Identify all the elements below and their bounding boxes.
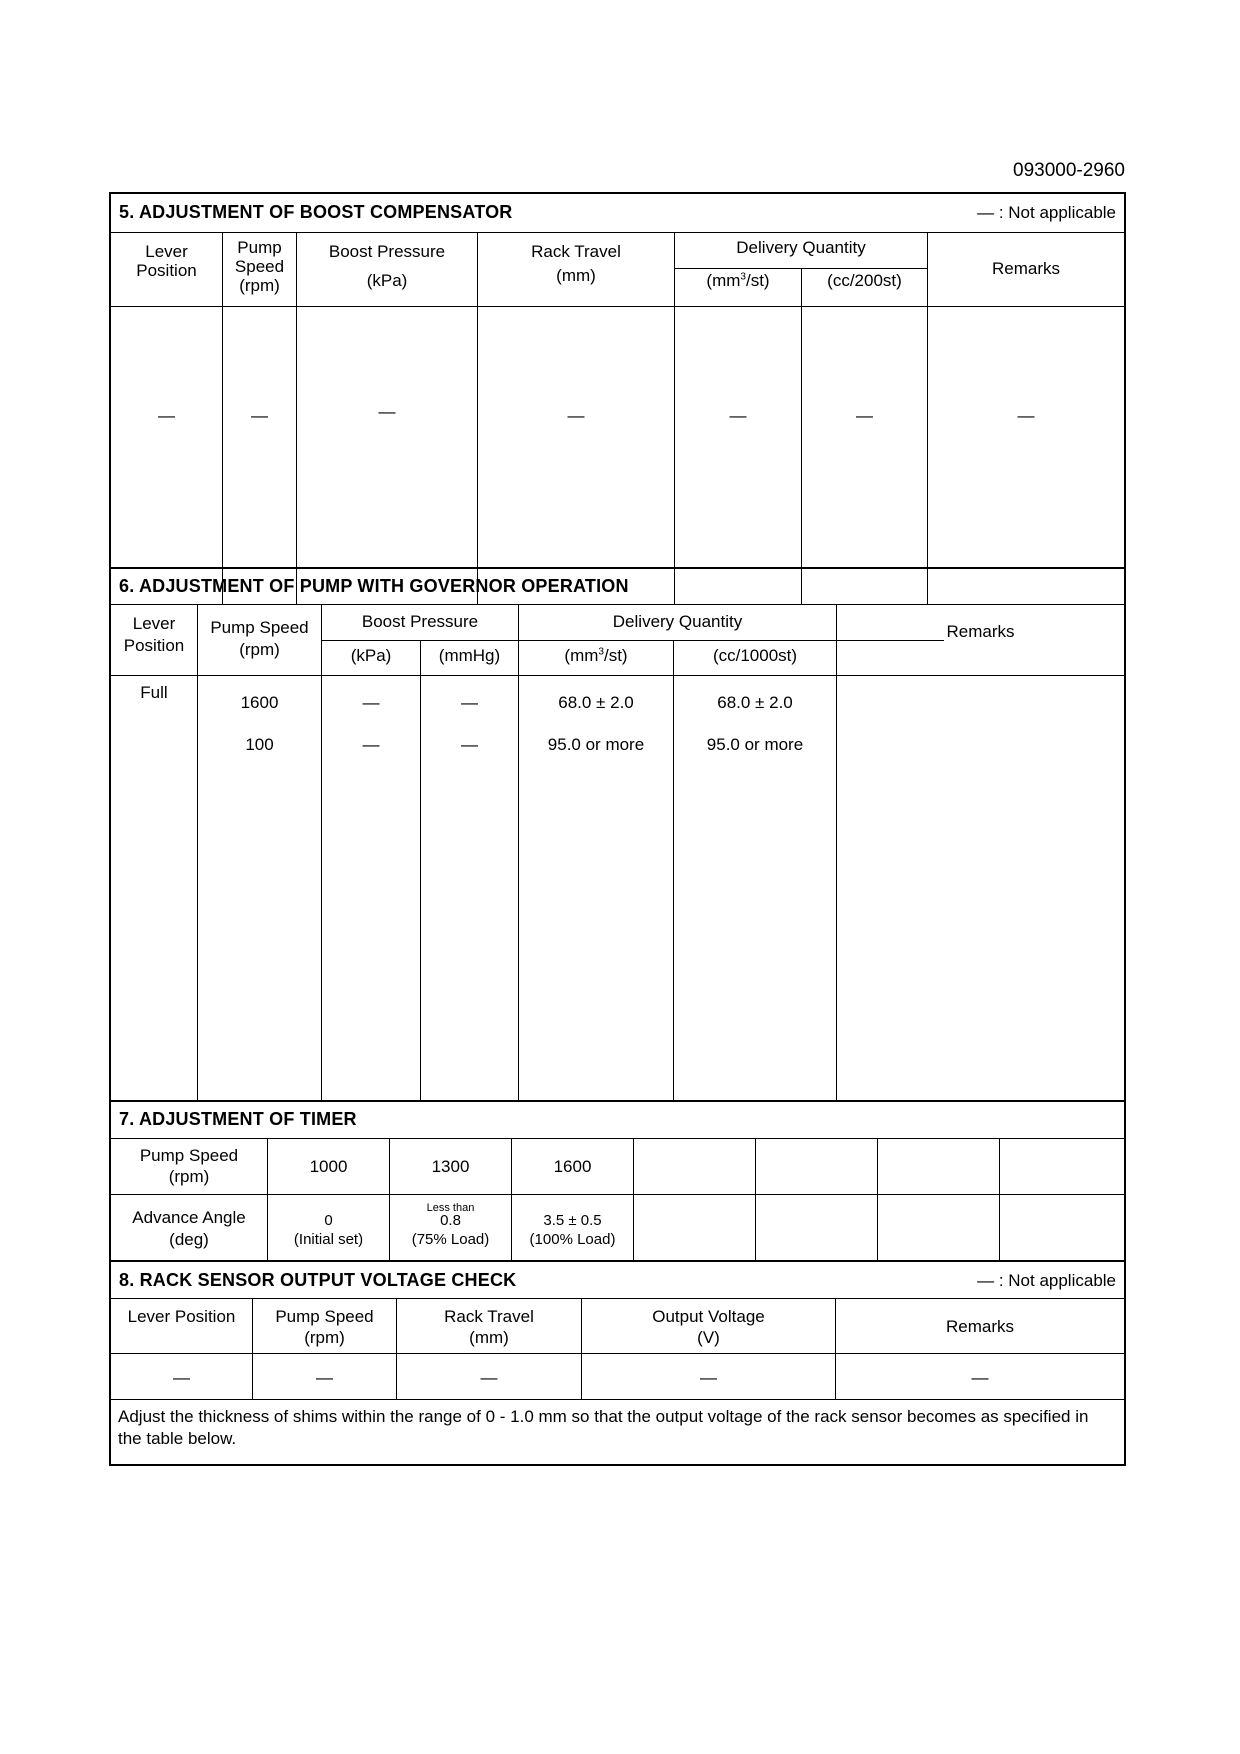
s5-title-divider: [111, 232, 1124, 233]
s7-speed-1000: 1000: [309, 1157, 348, 1176]
s8-h-volt-2: (V): [697, 1328, 720, 1347]
s6-title-divider: [111, 604, 1124, 605]
s5-col-divider: [801, 268, 802, 604]
s6-h-delivery: Delivery Quantity: [612, 612, 743, 631]
s7-h-speed-2: (rpm): [168, 1167, 210, 1186]
s8-pump-value: —: [316, 1368, 333, 1387]
s5-h-lever-1: Lever: [145, 242, 188, 261]
s8-h-pump-2: (rpm): [304, 1328, 345, 1347]
s5-rack-value: —: [567, 406, 585, 425]
s8-h-volt-1: Output Voltage: [652, 1307, 765, 1326]
s8-remarks-value: —: [971, 1368, 989, 1387]
s7-title: 7. ADJUSTMENT OF TIMER: [119, 1109, 357, 1129]
s7-speed-1600: 1600: [553, 1157, 592, 1176]
s8-note: Adjust the thickness of shims within the range of 0 - 1.0 mm so that the output voltage of the rack sensor becomes as specified in the table below.: [118, 1407, 1089, 1448]
s6-row2-mmhg: —: [461, 735, 478, 754]
s6-lever-value: Full: [140, 683, 168, 702]
s7-angle-1300-note: (75% Load): [411, 1231, 490, 1248]
s5-h-delivery: Delivery Quantity: [736, 238, 866, 257]
s6-h-dq-mm3: $(mm^3/st)$: [564, 646, 628, 665]
s5-title: 5. ADJUSTMENT OF BOOST COMPENSATOR: [119, 202, 513, 222]
s8-col-divider: [396, 1298, 397, 1399]
s7-angle-1000-note: (Initial set): [293, 1231, 364, 1248]
s6-row1-kpa: —: [362, 693, 380, 712]
adjustment-form: [109, 192, 1126, 1466]
section-divider: [111, 567, 1124, 569]
s8-h-remarks: Remarks: [945, 1317, 1014, 1336]
s6-title: 6. ADJUSTMENT OF PUMP WITH GOVERNOR OPERATION: [119, 576, 629, 596]
s7-angle-1000: 0: [324, 1212, 333, 1229]
s8-col-divider: [252, 1298, 253, 1399]
s6-row1-mm3: 68.0 ± 2.0: [558, 693, 634, 712]
s6-col-divider: [420, 640, 421, 1101]
s7-angle-1600: 3.5 ± 0.5: [543, 1212, 602, 1229]
s8-volt-value: —: [700, 1368, 717, 1387]
s8-body-divider: [111, 1399, 1124, 1400]
s7-h-angle-2: (deg): [169, 1230, 209, 1249]
s8-lever-value: —: [173, 1368, 190, 1387]
s5-lever-value: —: [158, 406, 175, 425]
s6-col-divider: [673, 640, 674, 1101]
s6-row2-speed: 100: [245, 735, 274, 754]
s7-title-divider: [111, 1138, 1124, 1139]
s5-col-divider: [674, 232, 675, 604]
s6-row2-kpa: —: [362, 735, 380, 754]
s7-col-divider: [267, 1138, 268, 1260]
s6-row2-mm3: 95.0 or more: [547, 735, 645, 754]
s7-col-divider: [633, 1138, 634, 1260]
s6-col-divider: [518, 604, 519, 1101]
s7-h-angle-1: Advance Angle: [132, 1208, 246, 1227]
s5-h-pump-3: (rpm): [239, 276, 280, 295]
s5-col-divider: [927, 232, 928, 604]
s8-col-divider: [581, 1298, 582, 1399]
s5-not-applicable: — : Not applicable: [977, 203, 1116, 222]
s7-angle-1300: 0.8: [440, 1212, 461, 1229]
s5-col-divider: [296, 232, 297, 604]
s8-h-rack-2: (mm): [469, 1328, 509, 1347]
s5-h-rack-1: Rack Travel: [531, 242, 621, 261]
s6-h-pump-1: Pump Speed: [210, 618, 309, 637]
s5-h-rack-2: (mm): [556, 266, 596, 285]
s8-h-rack-1: Rack Travel: [444, 1307, 534, 1326]
s8-header-divider: [111, 1353, 1124, 1354]
s8-h-lever: Lever Position: [127, 1307, 236, 1326]
s8-title-divider: [111, 1298, 1124, 1299]
s8-rack-value: —: [480, 1368, 498, 1387]
s5-col-divider: [477, 232, 478, 604]
s6-h-remarks: Remarks: [946, 622, 1015, 641]
s5-h-boost-1: Boost Pressure: [328, 242, 446, 261]
s6-h-kpa: (kPa): [350, 646, 392, 665]
s6-header-divider: [111, 675, 1124, 676]
s7-col-divider: [389, 1138, 390, 1260]
s6-h-lever-2: Position: [123, 636, 185, 655]
s7-col-divider: [511, 1138, 512, 1260]
s5-col-divider: [222, 232, 223, 604]
s5-h-dq-mm3: $(mm^3/st)$: [706, 271, 770, 290]
s6-col-divider: [321, 604, 322, 1101]
s5-h-remarks: Remarks: [991, 259, 1060, 278]
s7-h-speed-1: Pump Speed: [139, 1146, 239, 1165]
s5-dq-cc-value: —: [856, 406, 873, 425]
s6-col-divider: [836, 604, 837, 1101]
s5-h-pump-2: Speed: [234, 257, 285, 276]
s6-row1-cc: 68.0 ± 2.0: [717, 693, 793, 712]
s5-h-pump-1: Pump: [237, 238, 282, 257]
s7-angle-1600-note: (100% Load): [529, 1231, 616, 1248]
s8-col-divider: [835, 1298, 836, 1399]
s7-col-divider: [755, 1138, 756, 1260]
s6-row1-speed: 1600: [240, 693, 279, 712]
s8-not-applicable: — : Not applicable: [977, 1271, 1116, 1290]
s8-title: 8. RACK SENSOR OUTPUT VOLTAGE CHECK: [119, 1270, 517, 1290]
s7-col-divider: [877, 1138, 878, 1260]
s7-angle-1300-prefix: Less than: [426, 1202, 475, 1214]
s5-h-dq-cc: (cc/200st): [827, 271, 902, 290]
s6-row1-mmhg: —: [461, 693, 478, 712]
s6-h-pump-2: (rpm): [239, 640, 280, 659]
section-divider: [111, 1100, 1124, 1102]
s8-h-pump-1: Pump Speed: [275, 1307, 374, 1326]
s7-row-divider: [111, 1194, 1124, 1195]
s5-boost-value: —: [378, 402, 396, 421]
document-number: 093000-2960: [1013, 160, 1125, 181]
s5-header-divider: [111, 306, 1124, 307]
s5-h-lever-2: Position: [136, 261, 197, 280]
section-divider: [111, 1260, 1124, 1262]
s7-col-divider: [999, 1138, 1000, 1260]
s5-h-boost-2: (kPa): [366, 271, 408, 290]
s5-dq-mm3-value: —: [729, 406, 747, 425]
s6-row2-cc: 95.0 or more: [706, 735, 804, 754]
s6-h-boost: Boost Pressure: [361, 612, 479, 631]
s5-pump-value: —: [251, 406, 268, 425]
s6-col-divider: [197, 604, 198, 1101]
s6-h-dq-cc: (cc/1000st): [712, 646, 798, 665]
s5-remarks-value: —: [1017, 406, 1035, 425]
s6-h-mmhg: (mmHg): [438, 646, 501, 665]
s6-h-lever-1: Lever: [132, 614, 176, 633]
s7-speed-1300: 1300: [431, 1157, 470, 1176]
